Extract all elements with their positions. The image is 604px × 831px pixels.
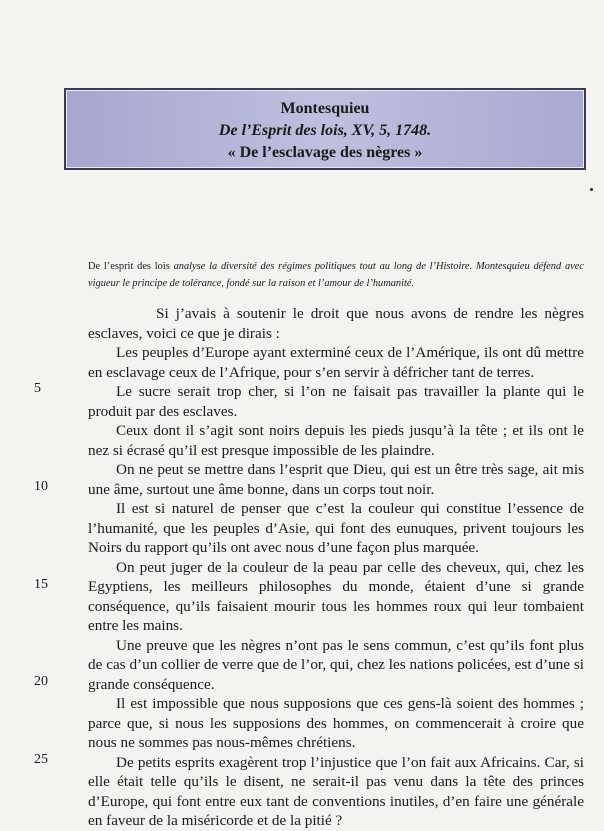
intro-work-name: De l’esprit des lois xyxy=(88,261,170,272)
line-number: 15 xyxy=(34,577,48,592)
paragraph: De petits esprits exagèrent trop l’injustice que l’on fait aux Africains. Car, si elle était telle qu’ils le disent, ne serait-il pas venu dans la tête des princes d’Europe, qui font entre eux tant de conventions inutiles, d’en faire une générale en faveur de la miséricorde et de la pitié ? xyxy=(88,753,584,829)
main-text xyxy=(88,304,584,831)
line-number: 20 xyxy=(34,674,48,689)
scan-speck xyxy=(590,188,593,191)
paragraph: Une preuve que les nègres n’ont pas le sens commun, c’est qu’ils font plus de cas d’un collier de verre que de l’or, qui, chez les nations policées, est d’une si grande conséquence. xyxy=(88,636,584,693)
line-number: 25 xyxy=(34,752,48,767)
paragraph: On ne peut se mettre dans l’esprit que Dieu, qui est un être très sage, ait mis une âme, surtout une âme bonne, dans un corps tout noir. xyxy=(88,461,584,498)
paragraph: Il est si naturel de penser que c’est la couleur qui constitue l’essence de l’humanité, que les peuples d’Asie, qui font des eunuques, privent toujours les Noirs du rapport qu’ils ont avec nous d’une façon plus marquée. xyxy=(88,500,584,556)
work-title: De l’Esprit des lois, XV, 5, 1748. xyxy=(218,122,432,139)
paragraph: Les peuples d’Europe ayant exterminé ceux de l’Amérique, ils ont dû mettre en esclavage ceux de l’Afrique, pour s’en servir à défricher tant de terres. xyxy=(88,344,584,381)
title-box xyxy=(64,88,586,170)
paragraph: Ceux dont il s’agit sont noirs depuis les pieds jusqu’à la tête ; et ils ont le nez si écrasé qu’il est presque impossible de les plaindre. xyxy=(88,422,584,459)
chapter-title: « De l’esclavage des nègres » xyxy=(227,144,423,161)
paragraph: Il est impossible que nous supposions que ces gens-là soient des hommes ; parce que, si nous les supposions des hommes, on commencerait à croire que nous ne sommes pas nous-mêmes chrétiens. xyxy=(88,695,584,751)
paragraph: Si j’avais à soutenir le droit que nous avons de rendre les nègres esclaves, voici ce que je dirais : xyxy=(88,305,584,342)
author-name: Montesquieu xyxy=(280,100,370,117)
intro-text: analyse la diversité des régimes politiques tout au long de l’Histoire. Montesquieu défend avec vigueur le principe de tolérance, fondé sur la raison et l’amour de l’humanité. xyxy=(88,261,584,289)
paragraph: On peut juger de la couleur de la peau par celle des cheveux, qui, chez les Egyptiens, les meilleurs philosophes du monde, étaient d’une si grande conséquence, qu’ils faisaient mourir tous les hommes roux qui leur tombaient entre les mains. xyxy=(88,558,584,634)
intro-note xyxy=(88,258,584,292)
line-number: 5 xyxy=(34,381,41,396)
line-number: 10 xyxy=(34,479,48,494)
paragraph: Le sucre serait trop cher, si l’on ne faisait pas travailler la plante qui le produit par des esclaves. xyxy=(88,383,584,420)
